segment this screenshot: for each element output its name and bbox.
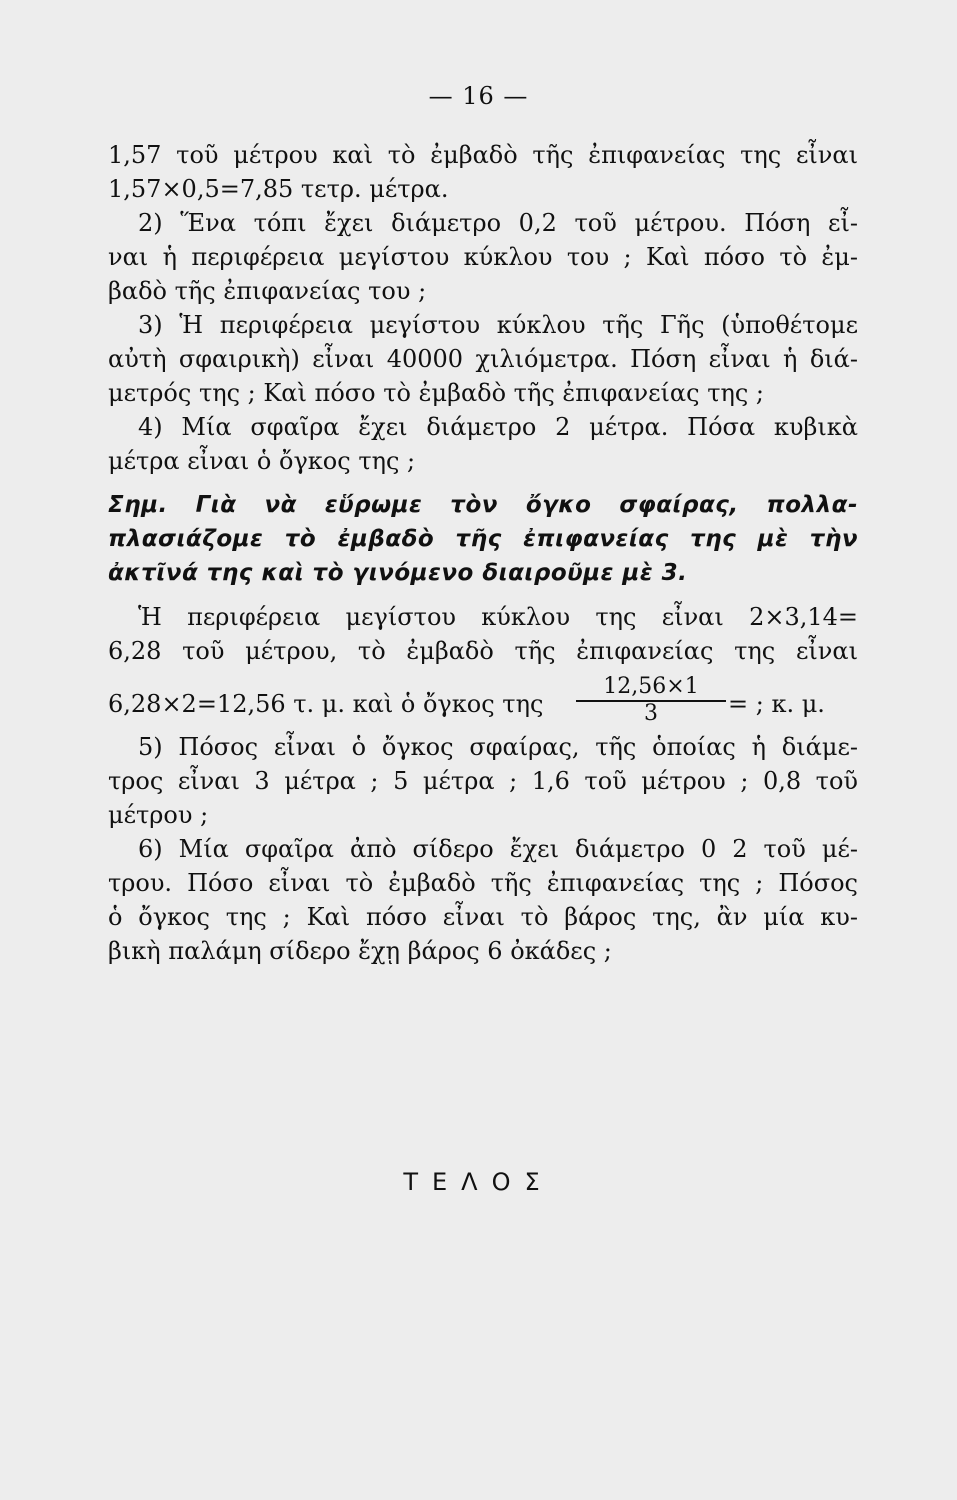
text-line: 4) Μία σφαῖρα ἔχει διάμετρο 2 μέτρα. Πόσα κυβικὰ bbox=[138, 413, 858, 441]
note-line: Σημ. Γιὰ νὰ εὕρωμε τὸν ὄγκο σφαίρας, πολλα- bbox=[108, 492, 858, 518]
fraction bbox=[576, 674, 726, 726]
text-line: τρου. Πόσο εἶναι τὸ ἐμβαδὸ τῆς ἐπιφανείας της ; Πόσος bbox=[108, 869, 858, 897]
text-line: 6) Μία σφαῖρα ἀπὸ σίδερο ἔχει διάμετρο 0 2 τοῦ μέ- bbox=[138, 835, 858, 863]
text-line: βαδὸ τῆς ἐπιφανείας του ; bbox=[108, 277, 427, 305]
text-line: ὁ ὄγκος της ; Καὶ πόσο εἶναι τὸ βάρος της, ἂν μία κυ- bbox=[108, 903, 858, 931]
exercise-paragraphs bbox=[108, 138, 858, 478]
example-paragraph bbox=[108, 600, 858, 730]
volume-formula bbox=[108, 674, 858, 730]
exercise-paragraphs-2 bbox=[108, 730, 858, 968]
end-word: ΤΕΛΟΣ bbox=[403, 1168, 554, 1196]
text-line: μετρός της ; Καὶ πόσο τὸ ἐμβαδὸ τῆς ἐπιφανείας της ; bbox=[108, 379, 765, 407]
text-line: 3) Ἡ περιφέρεια μεγίστου κύκλου τῆς Γῆς (ὑποθέτομε bbox=[138, 311, 858, 339]
text-line: μέτρα εἶναι ὁ ὄγκος της ; bbox=[108, 447, 416, 475]
note-paragraph bbox=[108, 488, 858, 590]
formula-suffix: = ; κ. μ. bbox=[728, 690, 825, 718]
formula-prefix: 6,28×2=12,56 τ. μ. καὶ ὁ ὄγκος της bbox=[108, 690, 544, 718]
note-line: πλασιάζομε τὸ ἐμβαδὸ τῆς ἐπιφανείας της μὲ τὴν bbox=[108, 526, 858, 552]
body-text bbox=[108, 138, 858, 968]
text-line: Ἡ περιφέρεια μεγίστου κύκλου της εἶναι 2×3,14= bbox=[138, 603, 858, 631]
text-line: ναι ἡ περιφέρεια μεγίστου κύκλου του ; Καὶ πόσο τὸ ἐμ- bbox=[108, 243, 858, 271]
text-line: αὐτὴ σφαιρικὴ) εἶναι 40000 χιλιόμετρα. Πόση εἶναι ἡ διά- bbox=[108, 345, 858, 373]
text-line: μέτρου ; bbox=[108, 801, 209, 829]
text-line: 1,57 τοῦ μέτρου καὶ τὸ ἐμβαδὸ τῆς ἐπιφανείας της εἶναι bbox=[108, 141, 858, 169]
page-number: — 16 — bbox=[428, 82, 529, 110]
text-line: 1,57×0,5=7,85 τετρ. μέτρα. bbox=[108, 175, 449, 203]
text-line: 2) Ἕνα τόπι ἔχει διάμετρο 0,2 τοῦ μέτρου. Πόση εἶ- bbox=[138, 209, 858, 237]
text-line: 6,28 τοῦ μέτρου, τὸ ἐμβαδὸ τῆς ἐπιφανείας της εἶναι bbox=[108, 637, 858, 665]
text-line: βικὴ παλάμη σίδερο ἔχῃ βάρος 6 ὀκάδες ; bbox=[108, 937, 612, 965]
fraction-numerator: 12,56×1 bbox=[576, 674, 726, 702]
text-line: τρος εἶναι 3 μέτρα ; 5 μέτρα ; 1,6 τοῦ μέτρου ; 0,8 τοῦ bbox=[108, 767, 858, 795]
note-line: ἀκτῖνά της καὶ τὸ γινόμενο διαιροῦμε μὲ 3. bbox=[108, 560, 688, 586]
text-line: 5) Πόσος εἶναι ὁ ὄγκος σφαίρας, τῆς ὁποίας ἡ διάμε- bbox=[138, 733, 858, 761]
fraction-denominator: 3 bbox=[644, 701, 658, 726]
